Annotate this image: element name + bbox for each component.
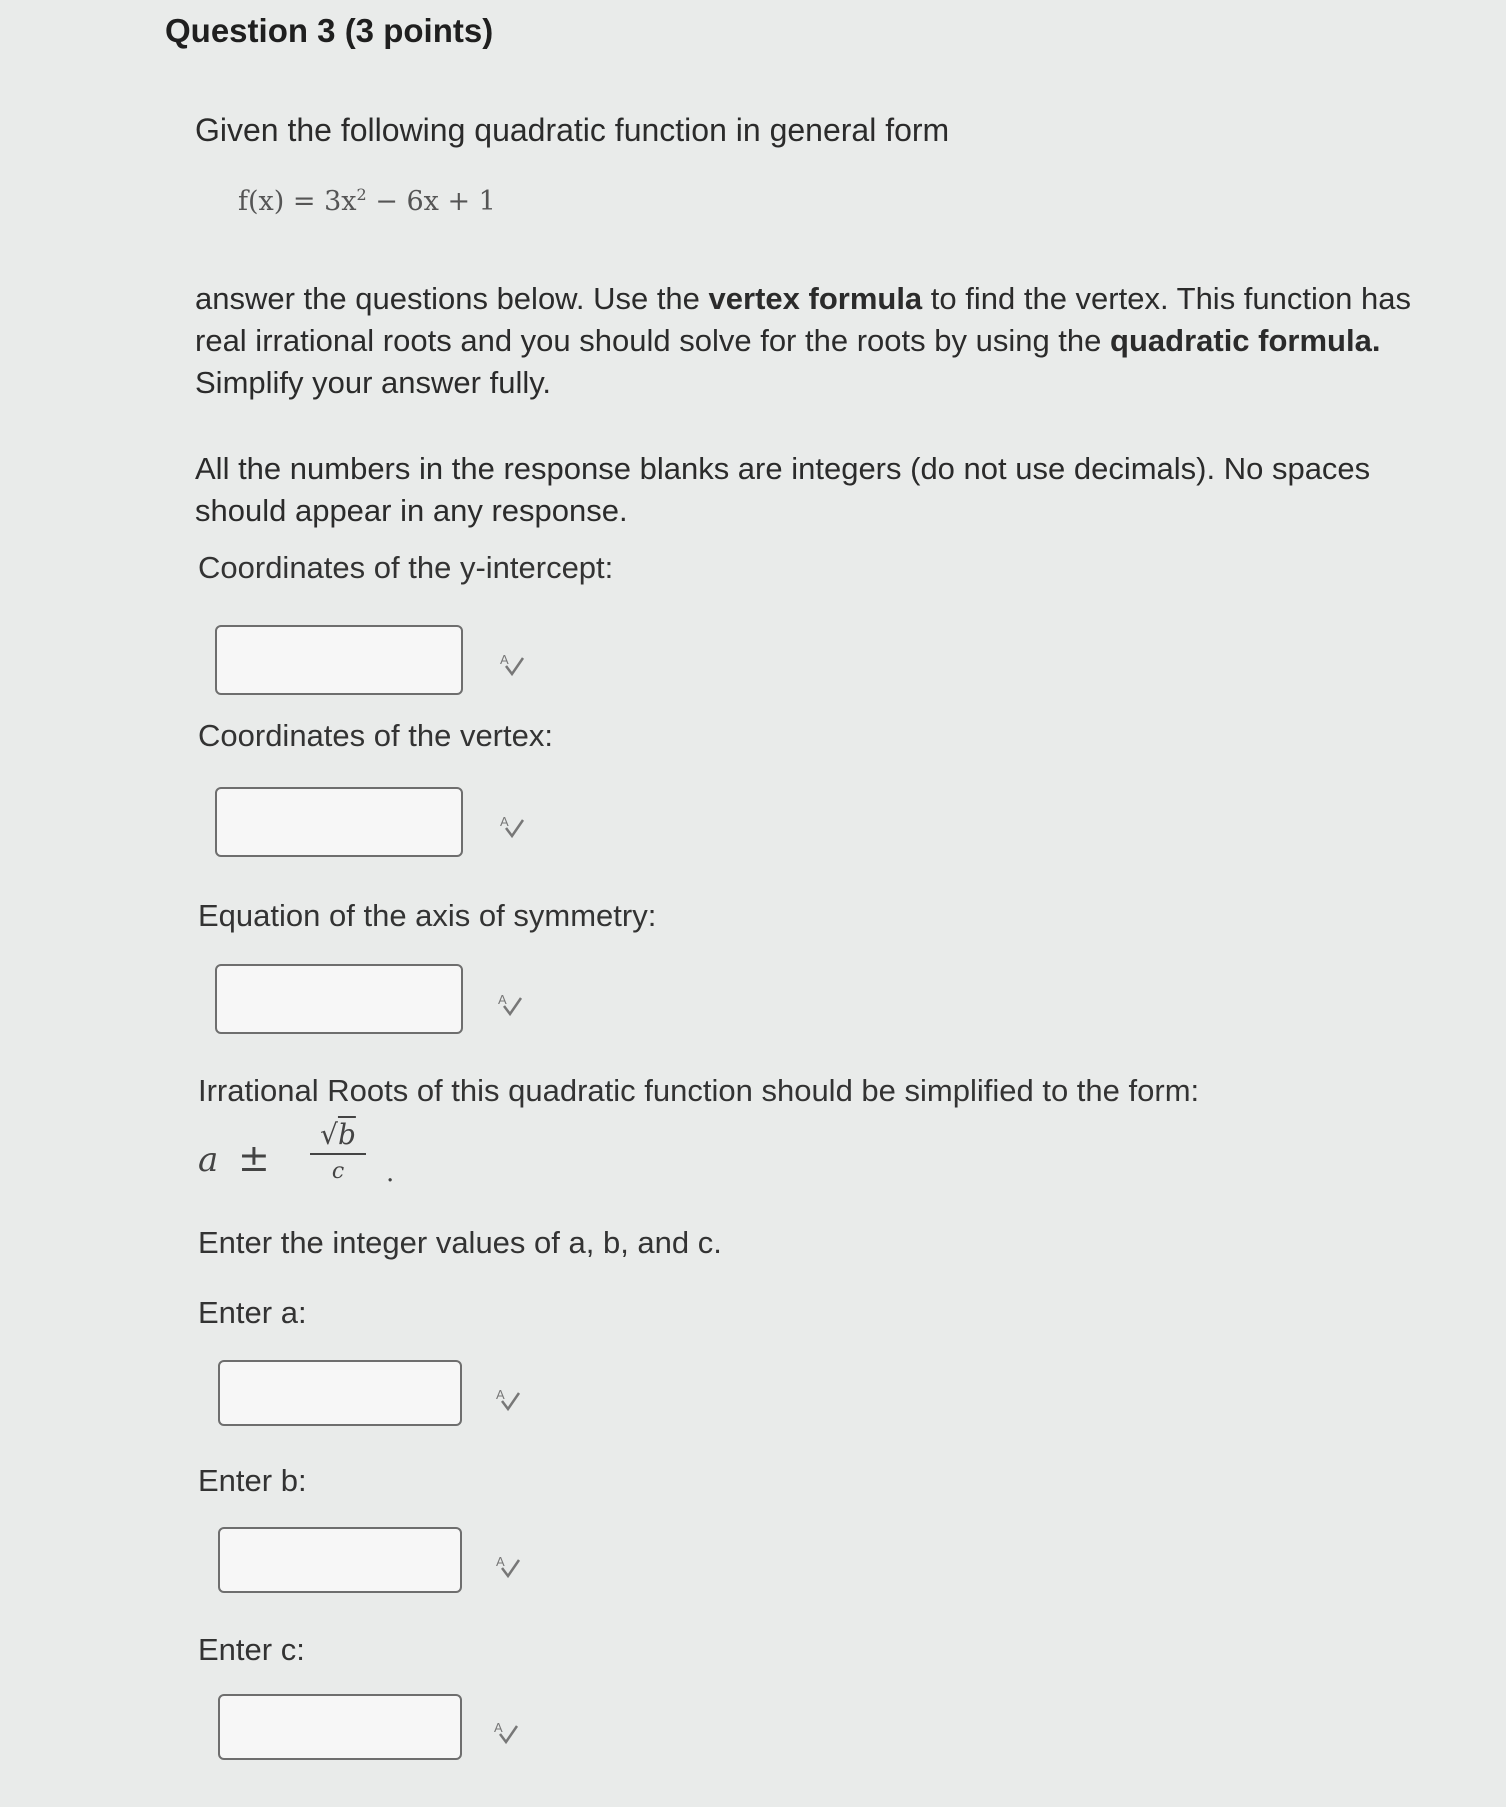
formula-a: a [198,1140,219,1180]
axis-symmetry-input[interactable] [215,964,463,1034]
formula-c: c [331,1159,345,1184]
y-intercept-label: Coordinates of the y-intercept: [198,550,614,585]
formula-radical: √ [320,1118,338,1151]
formula-numerator [310,1118,366,1155]
vertex-formula-emphasis: vertex formula [708,281,923,316]
question-title: Question 3 (3 points) [165,12,494,49]
enter-b-label: Enter b: [198,1463,307,1498]
enter-a-label: Enter a: [198,1295,307,1330]
instructions-paragraph [195,278,1425,404]
formula-period: . [386,1158,395,1188]
svg-text:A: A [496,1387,505,1402]
spellcheck-icon[interactable] [496,812,526,842]
svg-text:A: A [496,1554,505,1569]
function-eq: = 3x [284,186,357,217]
formula-b: b [337,1118,356,1151]
svg-text:A: A [498,992,507,1007]
c-input[interactable] [218,1694,462,1760]
axis-symmetry-label: Equation of the axis of symmetry: [198,898,657,933]
svg-text:A: A [494,1720,503,1735]
function-exponent: 2 [356,185,367,204]
spellcheck-icon[interactable] [490,1718,520,1748]
b-input[interactable] [218,1527,462,1593]
spellcheck-icon[interactable] [492,1385,522,1415]
formula-plus-minus: ± [238,1136,270,1180]
y-intercept-input[interactable] [215,625,463,695]
enter-c-label: Enter c: [198,1632,305,1667]
question-intro: Given the following quadratic function in general form [195,112,950,148]
roots-form-label: Irrational Roots of this quadratic function should be simplified to the form: [198,1073,1200,1108]
integer-prompt: Enter the integer values of a, b, and c. [198,1225,722,1260]
quadratic-function [238,185,496,217]
spellcheck-icon[interactable] [494,990,524,1020]
vertex-label: Coordinates of the vertex: [198,718,553,753]
function-lhs: f(x) [238,186,285,217]
vertex-input[interactable] [215,787,463,857]
instructions-text: answer the questions below. Use the [195,281,709,316]
formula-fraction [310,1118,366,1184]
instructions-text: Simplify your answer fully. [195,365,552,400]
function-rest: − 6x + 1 [366,186,496,217]
integer-instructions: All the numbers in the response blanks are integers (do not use decimals). No spaces should appear in any response. [195,451,1371,528]
spellcheck-icon[interactable] [492,1552,522,1582]
spellcheck-icon[interactable] [496,650,526,680]
instructions-text: to find the vertex. This function has real irrational roots and you should solve for the roots by using the [195,281,1411,358]
svg-text:A: A [500,814,509,829]
quadratic-formula-emphasis: quadratic formula. [1110,323,1381,358]
svg-text:A: A [500,652,509,667]
a-input[interactable] [218,1360,462,1426]
